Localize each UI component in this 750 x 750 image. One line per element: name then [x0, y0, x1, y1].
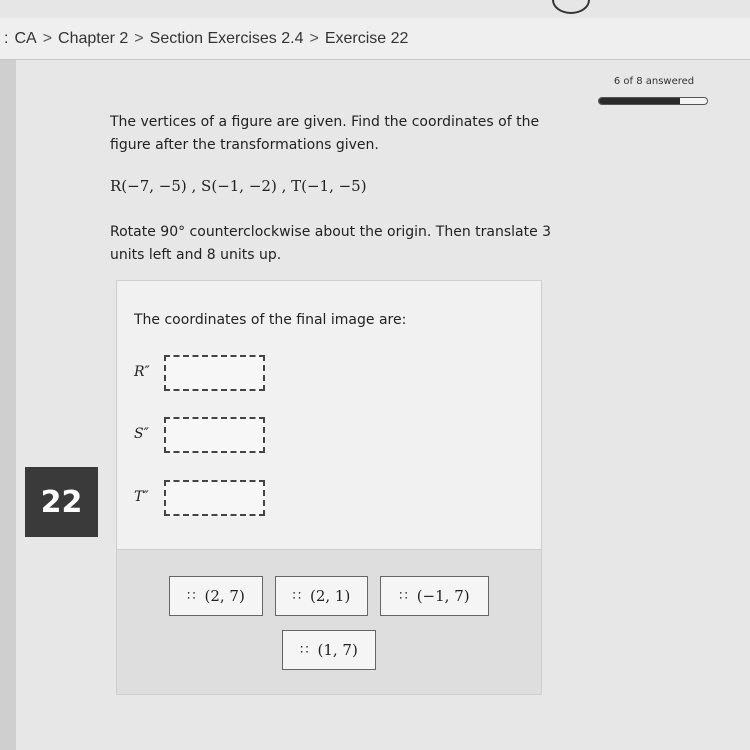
drag-handle-icon[interactable]: ∷: [399, 588, 407, 604]
drag-handle-icon[interactable]: ∷: [292, 588, 300, 604]
progress-fill: [599, 98, 680, 104]
vertex-label-s: S″: [134, 426, 149, 442]
breadcrumb-item-chapter[interactable]: Chapter 2: [58, 29, 129, 47]
drop-zone-r[interactable]: [164, 355, 265, 391]
breadcrumb-item-ca[interactable]: CA: [14, 29, 37, 47]
top-bar: [0, 0, 750, 18]
progress-bar: [598, 97, 708, 105]
breadcrumb-lead: :: [4, 29, 9, 47]
choice-chip[interactable]: [380, 576, 489, 616]
choices-tray: [116, 550, 542, 695]
answer-title: The coordinates of the final image are:: [134, 312, 407, 328]
breadcrumb-separator: >: [309, 29, 319, 47]
transformation-text: Rotate 90° counterclockwise about the origin. Then translate 3 units left and 8 units up.: [110, 224, 552, 263]
drop-zone-s[interactable]: [164, 417, 265, 453]
choice-label: (2, 7): [204, 587, 245, 605]
choice-label: (−1, 7): [416, 587, 470, 605]
left-edge: [0, 60, 16, 750]
drag-handle-icon[interactable]: ∷: [300, 642, 308, 658]
drop-zone-t[interactable]: [164, 480, 265, 516]
vertex-label-t: T″: [134, 489, 149, 505]
choice-label: (2, 1): [309, 587, 351, 605]
breadcrumb: [0, 18, 750, 60]
question-prompt: The vertices of a figure are given. Find the coordinates of the figure after the transformations given.: [110, 114, 540, 153]
breadcrumb-item-exercise: Exercise 22: [324, 29, 409, 47]
choice-label: (1, 7): [317, 641, 358, 659]
choice-chip[interactable]: [169, 576, 263, 616]
breadcrumb-separator: >: [42, 29, 53, 47]
vertex-label-r: R″: [134, 364, 150, 380]
breadcrumb-item-section[interactable]: Section Exercises 2.4: [149, 29, 304, 47]
question-number-badge: 22: [25, 467, 98, 537]
vertices-list: R(−7, −5) , S(−1, −2) , T(−1, −5): [110, 177, 367, 195]
breadcrumb-separator: >: [134, 29, 144, 47]
choice-chip[interactable]: [282, 630, 376, 670]
choice-chip[interactable]: [275, 576, 368, 616]
progress-label: 6 of 8 answered: [613, 76, 695, 87]
drag-handle-icon[interactable]: ∷: [187, 588, 195, 604]
